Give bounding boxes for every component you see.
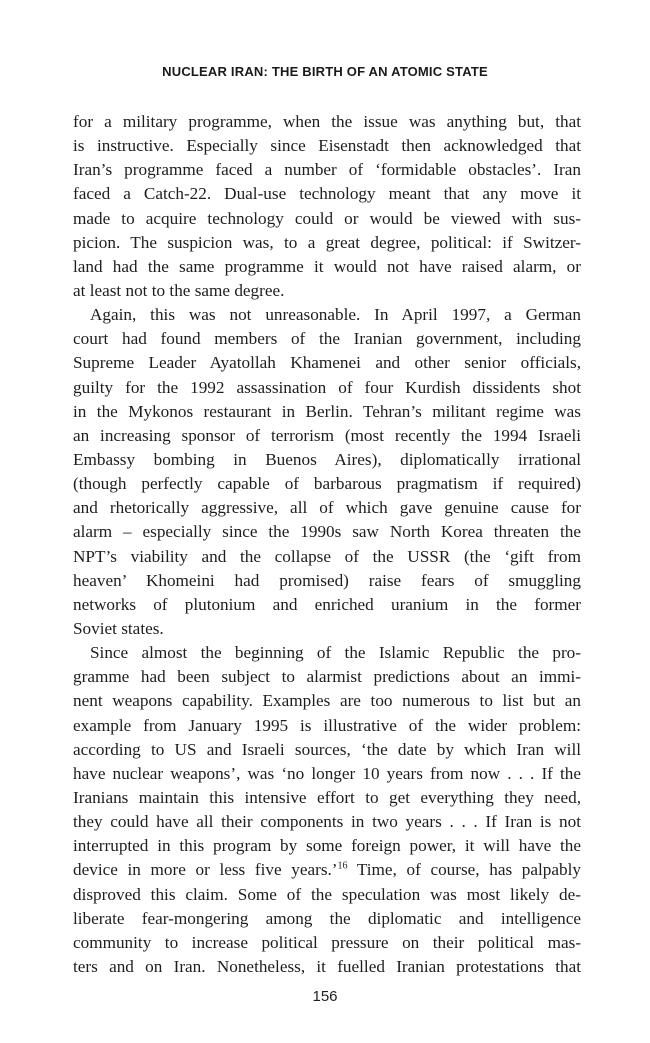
text-line: court had found members of the Iranian government, including [73, 329, 581, 349]
footnote-marker: 16 [337, 860, 348, 872]
text-line: an increasing sponsor of terrorism (most recently the 1994 Israeli [73, 425, 581, 445]
text-line: nent weapons capability. Examples are too numerous to list but an [73, 691, 581, 711]
text-line: NPT’s viability and the collapse of the USSR (the ‘gift from [73, 546, 581, 566]
text-line-with-footnote [73, 858, 581, 882]
text-line: picion. The suspicion was, to a great degree, political: if Switzer- [73, 232, 581, 252]
text-line: have nuclear weapons’, was ‘no longer 10 years from now . . . If the [73, 763, 581, 783]
text-line: heaven’ Khomeini had promised) raise fears of smuggling [73, 570, 581, 590]
text-line: community to increase political pressure on their political mas- [73, 932, 581, 952]
text-line: (though perfectly capable of barbarous pragmatism if required) [73, 474, 581, 494]
text-line: Again, this was not unreasonable. In April 1997, a German [90, 305, 581, 325]
text-line: Iran’s programme faced a number of ‘formidable obstacles’. Iran [73, 160, 581, 180]
text-line: according to US and Israeli sources, ‘the date by which Iran will [73, 739, 581, 759]
text-segment: Time, of course, has palpably [356, 860, 581, 880]
text-line: Since almost the beginning of the Islamic Republic the pro- [90, 643, 581, 663]
text-line: they could have all their components in two years . . . If Iran is not [73, 812, 581, 832]
page-number: 156 [312, 988, 338, 1005]
text-line: interrupted in this program by some foreign power, it will have the [73, 836, 581, 856]
text-line: faced a Catch-22. Dual-use technology meant that any move it [73, 184, 581, 204]
text-line: at least not to the same degree. [73, 280, 285, 300]
text-line: ters and on Iran. Nonetheless, it fuelled Iranian protestations that [73, 956, 581, 976]
text-line: and rhetorically aggressive, all of which gave genuine cause for [73, 498, 581, 518]
text-line: for a military programme, when the issue was anything but, that [73, 112, 581, 131]
text-line: Soviet states. [73, 618, 164, 638]
text-segment: device in more or less five years.’ [73, 860, 338, 880]
running-head: NUCLEAR IRAN: THE BIRTH OF AN ATOMIC STATE [162, 64, 488, 79]
text-line: is instructive. Especially since Eisenstadt then acknowledged that [73, 136, 581, 156]
text-line: Supreme Leader Ayatollah Khamenei and other senior officials, [73, 353, 581, 373]
text-line: gramme had been subject to alarmist predictions about an immi- [73, 667, 581, 687]
text-line: Embassy bombing in Buenos Aires), diplomatically irrational [73, 449, 581, 469]
text-line: disproved this claim. Some of the speculation was most likely de- [73, 884, 581, 904]
text-line: example from January 1995 is illustrative of the wider problem: [73, 715, 581, 735]
text-line: made to acquire technology could or would be viewed with sus- [73, 208, 581, 228]
text-line: networks of plutonium and enriched uranium in the former [73, 594, 581, 614]
body-text [73, 110, 581, 979]
text-line: alarm – especially since the 1990s saw North Korea threaten the [73, 522, 581, 542]
text-line: in the Mykonos restaurant in Berlin. Tehran’s militant regime was [73, 401, 581, 421]
text-line: Iranians maintain this intensive effort to get everything they need, [73, 787, 581, 807]
text-line: liberate fear-mongering among the diplomatic and intelligence [73, 908, 581, 928]
text-line: guilty for the 1992 assassination of four Kurdish dissidents shot [73, 377, 581, 397]
text-line: land had the same programme it would not have raised alarm, or [73, 256, 581, 276]
